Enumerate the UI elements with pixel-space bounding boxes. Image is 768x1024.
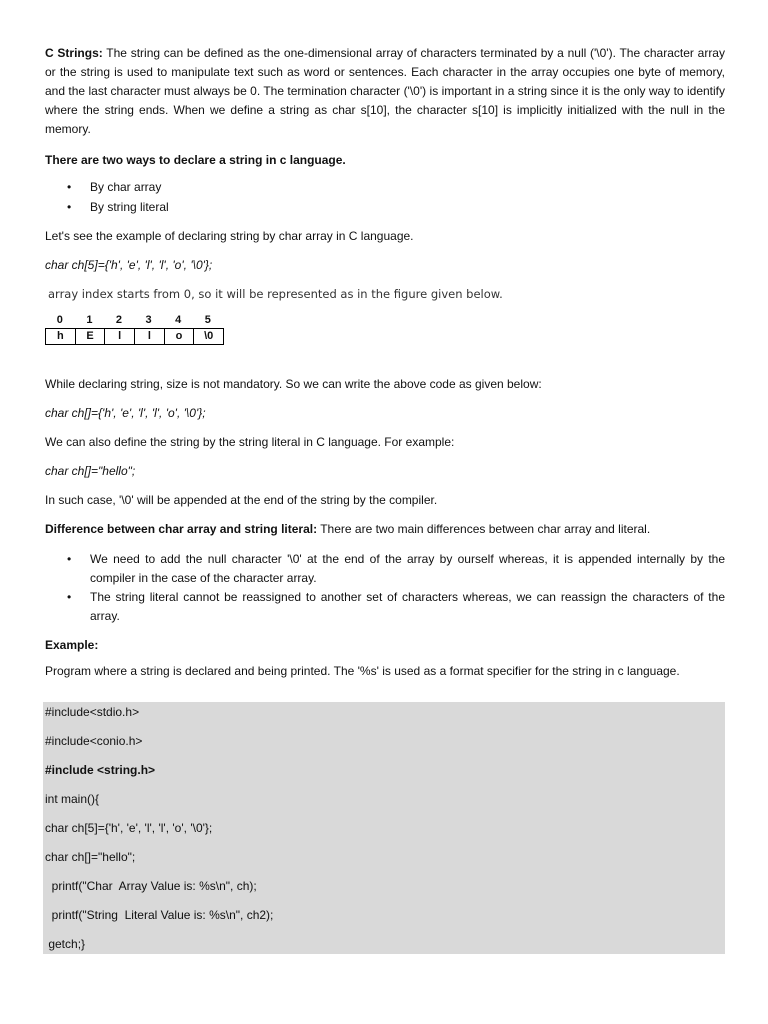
array-cells: [45, 328, 224, 345]
code-block: [43, 702, 725, 954]
compiler-note: In such case, '\0' will be appended at the end of the string by the compiler.: [45, 493, 438, 507]
array-cell: \0: [204, 330, 214, 342]
code-char-array: char ch[5]={'h', 'e', 'l', 'l', 'o', '\0'};: [45, 258, 213, 272]
intro-label: C Strings:: [45, 46, 103, 60]
size-note: While declaring string, size is not mandatory. So we can write the above code as given below:: [45, 377, 542, 391]
program-intro: Program where a string is declared and being printed. The '%s' is used as a format specifier for the string in c language.: [45, 664, 680, 678]
difference-list: [45, 550, 725, 626]
ways-heading: There are two ways to declare a string in c language.: [45, 153, 346, 167]
document-content: [45, 44, 725, 681]
code-no-size: char ch[]={'h', 'e', 'l', 'l', 'o', '\0'};: [45, 406, 206, 420]
code-line: printf("Char Array Value is: %s\n", ch);: [45, 879, 257, 893]
array-figure: [45, 312, 725, 345]
code-line: #include<conio.h>: [45, 734, 143, 748]
array-cell: o: [165, 329, 195, 344]
code-line: int main(){: [45, 792, 100, 806]
bullet-icon: •: [67, 200, 72, 214]
code-line: #include<stdio.h>: [45, 705, 140, 719]
array-index: 0: [56, 314, 63, 326]
difference-paragraph: [45, 520, 725, 539]
list-item: • We need to add the null character '\0' at the end of the array by ourself whereas, it is appended internally by the compiler in the case of the character array.: [67, 552, 725, 585]
index-note: array index starts from 0, so it will be represented as in the figure given below.: [48, 287, 503, 301]
code-line: char ch[5]={'h', 'e', 'l', 'l', 'o', '\0'};: [45, 821, 213, 835]
code-line: char ch[]="hello";: [45, 850, 136, 864]
difference-text: There are two main differences between char array and literal.: [317, 522, 651, 536]
code-line: getch;}: [45, 937, 86, 951]
list-item: • The string literal cannot be reassigned to another set of characters whereas, we can reassign the characters of the array.: [67, 590, 725, 623]
intro-paragraph: [45, 44, 725, 139]
intro-text: The string can be defined as the one-dimensional array of characters terminated by a null ('\0'). The character array or the string is used to manipulate text such as word or sentences. Each character in the array occupies one byte of memory, and the last character must always be 0. The termination character ('\0') is important in a string since it is the only way to identify where the string ends. When we define a string as char s[10], the character s[10] is implicitly initialized with the null in the memory.: [45, 46, 725, 136]
array-index: 3: [145, 314, 152, 326]
bullet-icon: •: [67, 180, 72, 194]
ways-list: [45, 177, 725, 217]
example-intro: Let's see the example of declaring string by char array in C language.: [45, 229, 414, 243]
bullet-icon: •: [67, 552, 72, 566]
difference-label: Difference between char array and string literal:: [45, 522, 318, 536]
array-cell: E: [76, 329, 106, 344]
list-item: • By char array: [45, 177, 725, 197]
array-indices: [45, 312, 223, 328]
array-index: 2: [115, 314, 123, 326]
literal-intro: We can also define the string by the string literal in C language. For example:: [45, 435, 455, 449]
array-index: 5: [204, 314, 211, 326]
array-cell: l: [135, 329, 165, 344]
array-index: 1: [86, 314, 93, 326]
code-line: printf("String Literal Value is: %s\n", ch2);: [45, 908, 274, 922]
code-literal: char ch[]="hello";: [45, 464, 136, 478]
bullet-icon: •: [67, 590, 72, 604]
code-line: #include <string.h>: [45, 763, 156, 777]
list-item: • By string literal: [45, 197, 725, 217]
array-index: 4: [175, 314, 182, 326]
example-label: Example:: [45, 638, 99, 652]
array-cell: h: [46, 329, 76, 344]
array-cell: l: [105, 329, 135, 344]
